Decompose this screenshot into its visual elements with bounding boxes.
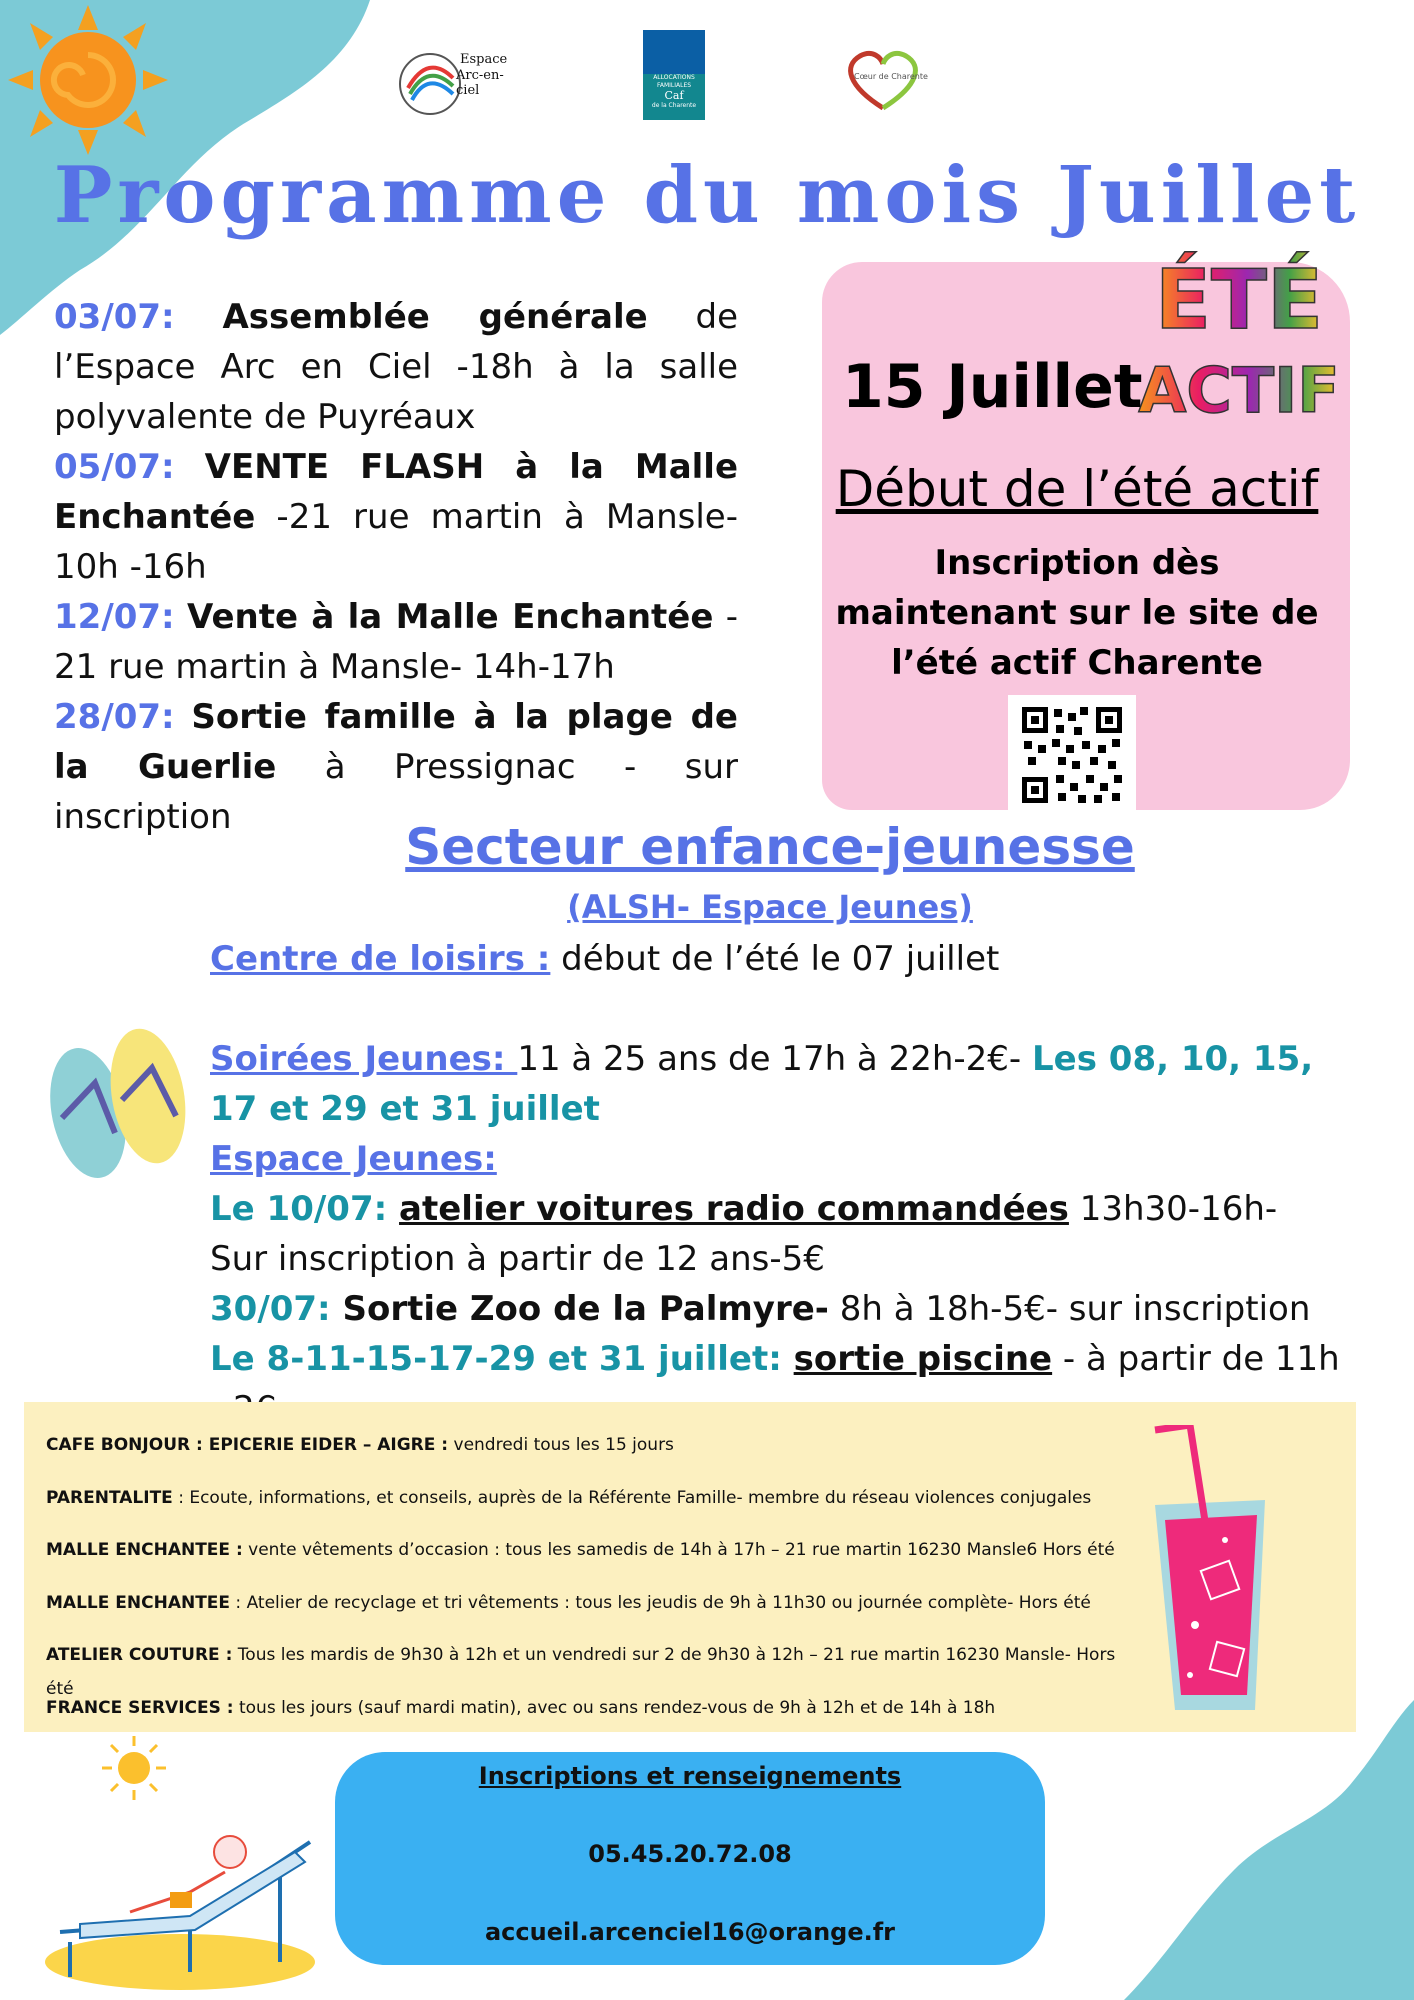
page-title: Programme du mois Juillet	[53, 150, 1361, 241]
sun-icon	[8, 5, 168, 155]
info-item: CAFE BONJOUR : EPICERIE EIDER – AIGRE : vendredi tous les 15 jours	[46, 1435, 674, 1455]
contact-phone[interactable]: 05.45.20.72.08	[588, 1840, 792, 1868]
svg-text:ÉTÉ: ÉTÉ	[1155, 253, 1323, 348]
info-list	[46, 1428, 1146, 1743]
espace-arc-en-ciel-logo: Espace Arc-en-ciel	[398, 48, 523, 118]
qr-code[interactable]	[1008, 695, 1136, 813]
caf-logo: ALLOCATIONS FAMILIALES Caf de la Charente	[643, 30, 705, 120]
info-item: PARENTALITE : Ecoute, informations, et conseils, auprès de la Référente Famille- membre du réseau violences conjugales	[46, 1487, 1092, 1508]
info-item: FRANCE SERVICES : tous les jours (sauf mardi matin), avec ou sans rendez-vous de 9h à 12h et de 14h à 18h	[46, 1697, 996, 1718]
coeur-de-charente-logo: Cœur de Charente	[838, 46, 928, 116]
ete-actif-logo	[1132, 240, 1346, 420]
espace-jeunes-label: Espace Jeunes:	[210, 1139, 497, 1179]
beach-chair-person-icon	[40, 1812, 320, 1992]
sector-subtitle: (ALSH- Espace Jeunes)	[567, 888, 973, 926]
event-item: 28/07: Sortie famille à la plage de la Guerlie à Pressignac - sur inscription	[54, 697, 738, 837]
ete-actif-inscription: Inscription dès maintenant sur le site de l’été actif Charente	[835, 543, 1319, 683]
sector-title: Secteur enfance-jeunesse	[405, 818, 1135, 876]
flip-flops-icon	[40, 1018, 190, 1198]
youth-item: Le 10/07: atelier voitures radio commandées 13h30-16h- Sur inscription à partir de 12 ans-5€	[210, 1189, 1278, 1279]
contact-title: Inscriptions et renseignements	[478, 1762, 902, 1790]
info-item: ATELIER COUTURE : Tous les mardis de 9h30 à 12h et un vendredi sur 2 de 9h30 à 12h – 21 rue martin 16230 Mansle- Hors été	[46, 1645, 1116, 1699]
event-item: 12/07: Vente à la Malle Enchantée - 21 rue martin à Mansle- 14h-17h	[54, 597, 738, 687]
ete-actif-subtitle: Début de l’été actif	[835, 460, 1319, 518]
events-list	[54, 292, 738, 842]
centre-loisirs-line: Centre de loisirs : début de l’été le 07 juillet	[210, 939, 1000, 979]
info-item: MALLE ENCHANTEE : vente vêtements d’occasion : tous les samedis de 14h à 17h – 21 rue martin 16230 Mansle6 Hors été	[46, 1540, 1115, 1560]
bottom-right-wave-decoration	[1124, 1700, 1414, 2000]
youth-section	[210, 934, 1340, 1434]
small-sun-icon	[98, 1732, 170, 1804]
svg-text:ACTIF: ACTIF	[1138, 354, 1340, 420]
soirees-jeunes-line: Soirées Jeunes: 11 à 25 ans de 17h à 22h-2€- Les 08, 10, 15, 17 et 29 et 31 juillet	[210, 1039, 1314, 1129]
event-item: 03/07: Assemblée générale de l’Espace Arc en Ciel -18h à la salle polyvalente de Puyréaux	[54, 297, 738, 437]
drink-glass-icon	[1135, 1425, 1285, 1725]
info-item: MALLE ENCHANTEE : Atelier de recyclage et tri vêtements : tous les jeudis de 9h à 11h30 ou journée complète- Hors été	[46, 1592, 1091, 1613]
youth-item: 30/07: Sortie Zoo de la Palmyre- 8h à 18h-5€- sur inscription	[210, 1289, 1311, 1329]
contact-email[interactable]: accueil.arcenciel16@orange.fr	[484, 1918, 895, 1946]
youth-item: Le 8-11-15-17-29 et 31 juillet: sortie piscine - à partir de 11h	[210, 1339, 1340, 1379]
event-item: 05/07: VENTE FLASH à la Malle Enchantée -21 rue martin à Mansle-10h -16h	[54, 447, 738, 587]
ete-actif-date: 15 Juillet	[842, 352, 1143, 422]
